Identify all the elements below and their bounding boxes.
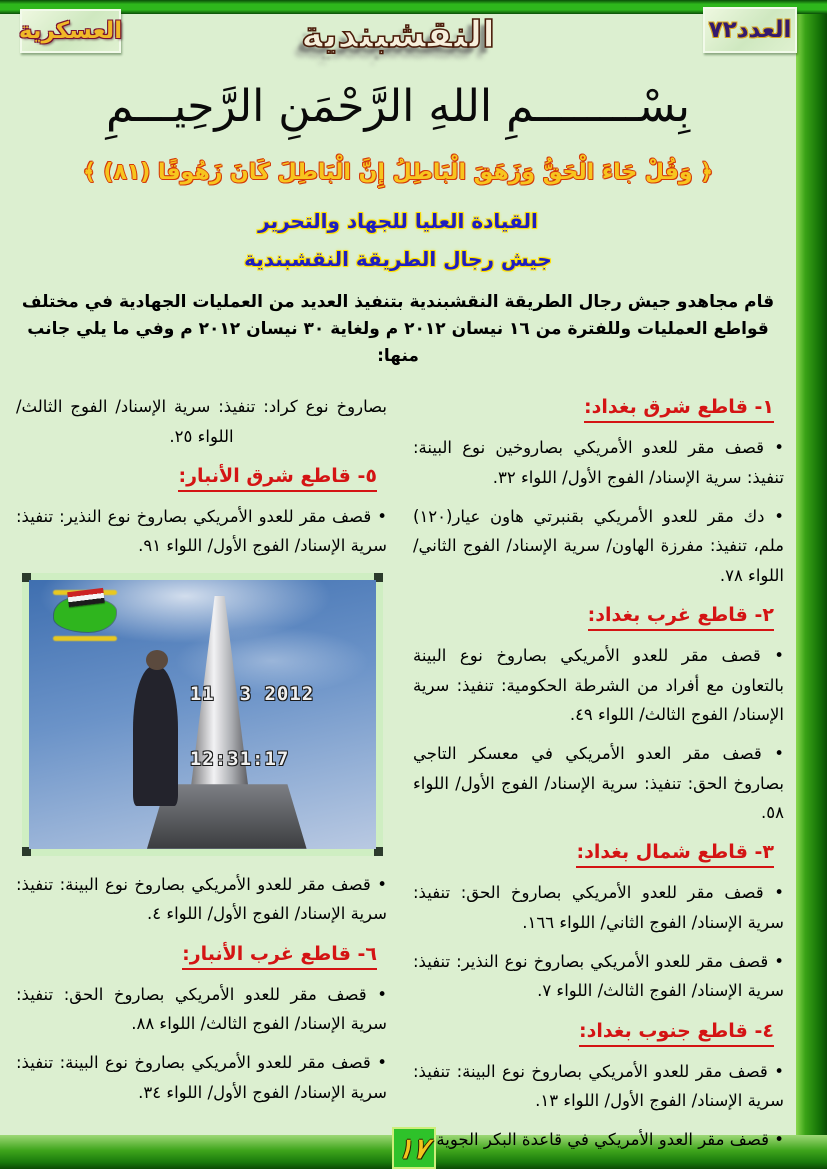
operation-item: • قصف مقر للعدو الأمريكي بصاروخ نوع البينة: تنفيذ: سرية الإسناد/ الفوج الأول/ اللواء ٤. xyxy=(16,874,387,924)
person-silhouette xyxy=(133,666,178,806)
section-label: العسكرية xyxy=(18,18,123,44)
issue-label: العدد٧٢ xyxy=(708,17,792,43)
operation-item: • قصف مقر للعدو الأمريكي بصاروخ نوع البينة: تنفيذ: سرية الإسناد/ الفوج الأول/ اللواء ٣٤. xyxy=(16,1053,387,1102)
operation-item: • قصف مقر العدو الأمريكي في قاعدة البكر الجوية xyxy=(436,1130,784,1150)
operation-item: • قصف مقر للعدو الأمريكي بصاروخ نوع البينة: تنفيذ: سرية الإسناد/ الفوج الأول/ اللواء ١٣. xyxy=(413,1061,784,1111)
operation-item: • قصف مقر العدو الأمريكي في معسكر التاجي بصاروخ الحق: تنفيذ: سرية الإسناد/ الفوج الأول/ اللواء ٥٨. xyxy=(413,744,784,822)
right-column xyxy=(413,382,784,1164)
intro-paragraph: قام مجاهدو جيش رجال الطريقة النقشبندية بتنفيذ العديد من العمليات الجهادية في مختلف قواطع العمليات وللفترة من ١٦ نيسان ٢٠١٢ م ولغاية ٣٠ نيسان ٢٠١٢ م وفي ما يلي جانب منها: xyxy=(21,291,775,367)
operation-photo-frame xyxy=(22,573,383,856)
operation-item: • قصف مقر للعدو الأمريكي بصاروخ نوع البينة بالتعاون مع أفراد من الشرطة الحكومية: تنفيذ: سرية الإسناد/ الفوج الثالث/ اللواء ٤٩. xyxy=(413,646,784,724)
section-heading-6: ٦- قاطع غرب الأنبار: xyxy=(16,943,377,970)
operation-item: • دك مقر للعدو الأمريكي بقنبرتي هاون عيار(١٢٠) ملم، تنفيذ: مفرزة الهاون/ سرية الإسناد/ الفوج الثاني/ اللواء ٧٨. xyxy=(413,507,784,585)
left-column xyxy=(16,382,387,1117)
masthead-title: النقشبندية xyxy=(301,13,495,56)
section-heading-5: ٥- قاطع شرق الأنبار: xyxy=(16,465,377,492)
section-heading-3: ٣- قاطع شمال بغداد: xyxy=(413,841,774,868)
operation-item: • قصف مقر للعدو الأمريكي بصاروخين نوع البينة: تنفيذ: سرية الإسناد/ الفوج الأول/ اللواء ٣٢. xyxy=(413,438,784,487)
bismillah-calligraphy: بِسْــــــــمِ اللهِ الرَّحْمَنِ الرَّحِيـــمِ xyxy=(105,81,691,132)
org-title-line1: القيادة العليا للجهاد والتحرير xyxy=(258,208,538,233)
timestamp-date: 11 3 2012 xyxy=(189,682,315,705)
operation-item: • قصف مقر للعدو الأمريكي بصاروخ نوع النذير: تنفيذ: سرية الإسناد/ الفوج الثالث/ اللواء ٧. xyxy=(413,952,784,1001)
operation-item: • قصف مقر للعدو الأمريكي بصاروخ الحق: تنفيذ: سرية الإسناد/ الفوج الثالث/ اللواء ٨٨. xyxy=(16,984,387,1033)
org-title-line2: جيش رجال الطريقة النقشبندية xyxy=(244,246,552,271)
section-heading-2: ٢- قاطع غرب بغداد: xyxy=(413,604,774,631)
page-number: ١٧ xyxy=(396,1131,431,1165)
two-column-body xyxy=(0,382,796,1164)
logo-map-shape xyxy=(54,598,116,632)
section-heading-4: ٤- قاطع جنوب بغداد: xyxy=(413,1020,774,1047)
operation-item: • قصف مقر للعدو الأمريكي بصاروخ الحق: تنفيذ: سرية الإسناد/ الفوج الثاني/ اللواء ١٦٦. xyxy=(413,883,784,932)
section-heading-1: ١- قاطع شرق بغداد: xyxy=(413,396,774,423)
iraq-flag-icon xyxy=(67,588,105,607)
timestamp-time: 12:31:17 xyxy=(189,748,290,771)
rocket-launch-photo xyxy=(29,580,376,849)
video-timestamp xyxy=(190,640,364,815)
logo-text-line xyxy=(53,636,117,641)
right-green-border xyxy=(796,14,827,1135)
naqshbandi-logo xyxy=(47,590,123,652)
quran-verse: ﴿ وَقُلْ جَاءَ الْحَقُّ وَزَهَقَ الْبَاطِلُ إِنَّ الْبَاطِلَ كَانَ زَهُوقًا (٨١) ﴾ xyxy=(82,159,714,185)
operation-item: • قصف مقر للعدو الأمريكي بصاروخ نوع النذير: تنفيذ: سرية الإسناد/ الفوج الأول/ اللواء ٩١. xyxy=(16,507,387,556)
continuation-paragraph: بصاروخ نوع كراد: تنفيذ: سرية الإسناد/ الفوج الثالث/ اللواء ٢٥. xyxy=(16,397,387,446)
